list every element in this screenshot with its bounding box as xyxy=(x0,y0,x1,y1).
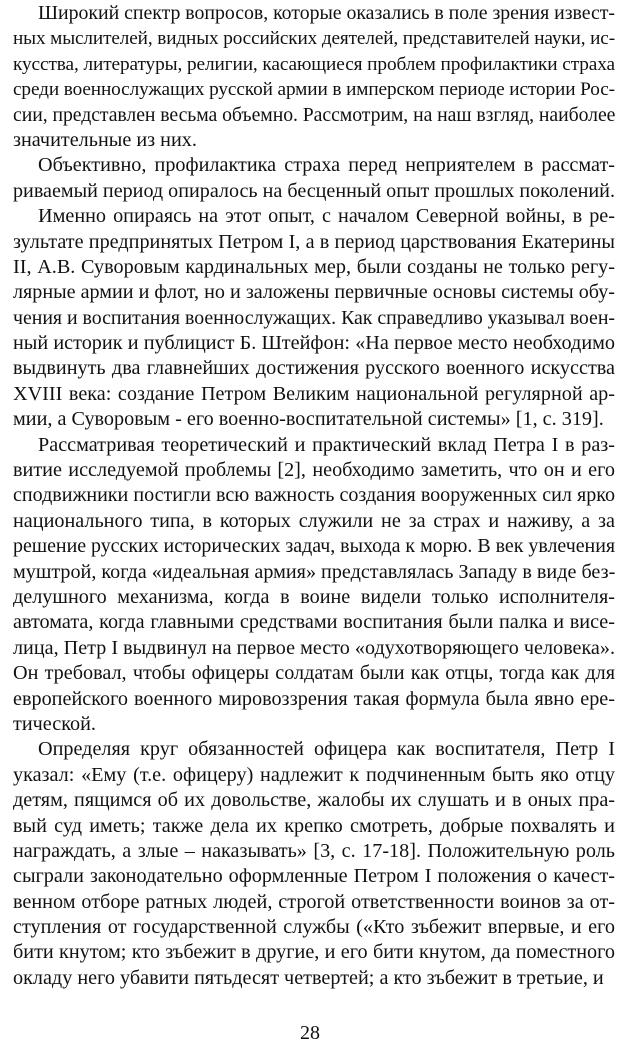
page-number: 28 xyxy=(300,1022,320,1044)
text-line: бити кнутом; кто зъбежит в другие, и его бити кнутом, да поместного xyxy=(13,941,615,964)
text-line: II, А.В. Суворовым кардинальных мер, были созданы не только регу- xyxy=(13,255,615,278)
text-line: кусства, литературы, религии, касающиеся проблем профилактики страха xyxy=(13,53,615,75)
text-line: делушного механизма, когда в воине видели только исполнителя- xyxy=(13,585,615,608)
text-line: решение русских исторических задач, выхода к морю. В век увлечения xyxy=(13,535,615,558)
text-line: национального типа, в которых служили не за страх и наживу, а за xyxy=(13,509,615,532)
text-line: значительные из них. xyxy=(13,128,197,151)
text-line: награждать, а злые – наказывать» [3, с. 17-18]. Положительную роль xyxy=(13,839,615,862)
paragraph xyxy=(13,204,615,433)
text-line: сподвижники постигли всю важность создания вооруженных сил ярко xyxy=(13,484,615,507)
text-line: указал: «Ему (т.е. офицеру) надлежит к подчиненным быть яко отцу xyxy=(13,763,615,786)
text-line: лица, Петр I выдвинул на первое место «одухотворяющего человека». xyxy=(13,636,615,659)
text-line: лярные армии и флот, но и заложены первичные основы системы обу- xyxy=(13,281,615,304)
paragraph xyxy=(13,737,615,991)
text-line: Объективно, профилактика страха перед неприятелем в рассмат- xyxy=(38,154,615,177)
text-line: сии, представлен весьма объемно. Рассмотрим, на наш взгляд, наиболее xyxy=(13,103,616,126)
text-line: среди военнослужащих русской армии в имперском периоде истории Рос- xyxy=(13,79,615,101)
text-line: Именно опираясь на этот опыт, с началом Северной войны, в ре- xyxy=(38,205,615,228)
text-line: ный историк и публицист Б. Штейфон: «На первое место необходимо xyxy=(13,332,615,355)
text-line: венном отборе ратных людей, строгой ответственности воинов за от- xyxy=(13,890,615,913)
text-line: риваемый период опиралось на бесценный опыт прошлых поколений. xyxy=(13,179,615,202)
text-line: детям, пящимся об их довольстве, жалобы их слушать и в оных пра- xyxy=(13,789,615,812)
text-line: автомата, когда главными средствами воспитания были палка и висе- xyxy=(13,611,615,634)
text-line: мии, а Суворовым - его военно-воспитательной системы» [1, с. 319]. xyxy=(13,408,604,431)
text-line: ных мыслителей, видных российских деятелей, представителей науки, ис- xyxy=(13,28,615,50)
text-line: европейского военного мировоззрения такая формула была явно ере- xyxy=(13,687,615,710)
text-line: Определяя круг обязанностей офицера как воспитателя, Петр I xyxy=(38,738,615,761)
text-line: тической. xyxy=(13,712,96,735)
text-line: муштрой, когда «идеальная армия» представлялась Западу в виде без- xyxy=(13,560,616,583)
text-line: сыграли законодательно оформленные Петром I положения о качест- xyxy=(13,865,615,888)
paragraph xyxy=(13,153,615,204)
text-line: витие исследуемой проблемы [2], необходимо заметить, что он и его xyxy=(13,459,615,482)
text-line: выдвинуть два главнейших достижения русского военного искусства xyxy=(13,357,615,380)
text-line: ступления от государственной службы («Кто зъбежит впервые, и его xyxy=(13,916,615,939)
body-text xyxy=(13,1,615,991)
text-line: окладу него убавити пятьдесят четвертей; а кто зъбежит в третьие, и xyxy=(13,966,604,989)
text-line: Он требовал, чтобы офицеры солдатам были как отцы, тогда как для xyxy=(13,662,615,685)
paragraph xyxy=(13,433,615,738)
text-line: Широкий спектр вопросов, которые оказались в поле зрения извест- xyxy=(38,2,615,24)
text-line: XVIII века: создание Петром Великим национальной регулярной ар- xyxy=(13,382,615,405)
text-line: чения и воспитания военнослужащих. Как справедливо указывал воен- xyxy=(13,306,615,329)
paragraph xyxy=(13,1,615,153)
text-line: зультате предпринятых Петром I, а в период царствования Екатерины xyxy=(13,230,615,253)
text-line: Рассматривая теоретический и практический вклад Петра I в раз- xyxy=(38,433,615,456)
text-line: вый суд иметь; также дела их крепко смотреть, добрые похвалять и xyxy=(13,814,615,837)
